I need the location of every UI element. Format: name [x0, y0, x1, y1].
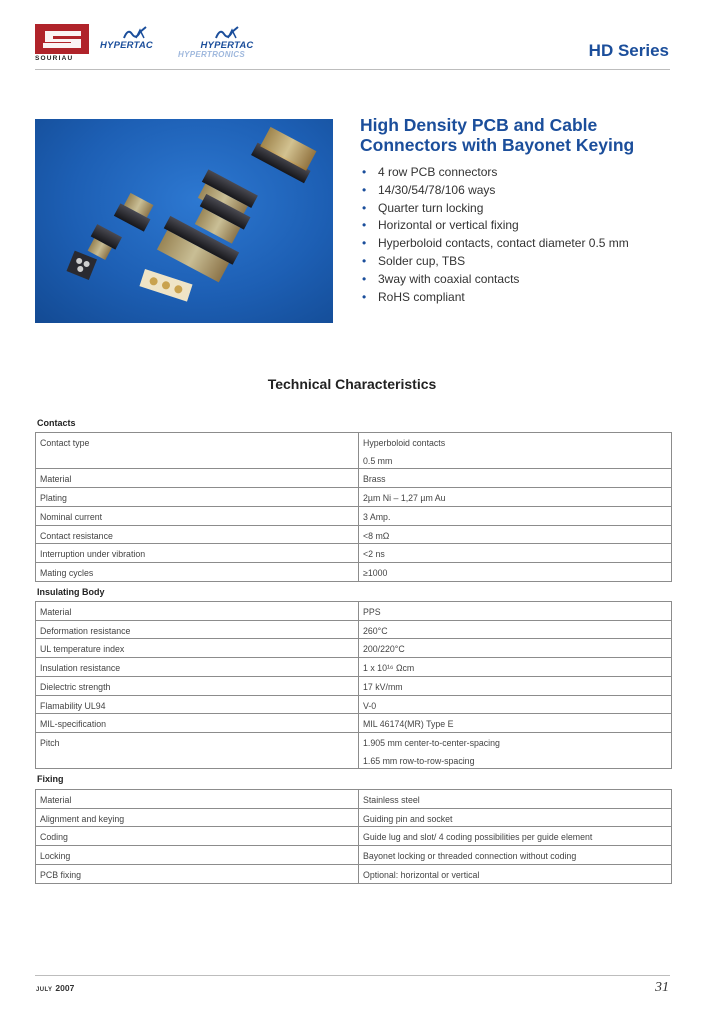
spec-value: ≥1000 [359, 562, 672, 581]
spec-value: <8 mΩ [359, 525, 672, 544]
insulating-body-section-label: Insulating Body [37, 587, 105, 597]
table-row [36, 525, 672, 544]
spec-key: Material [36, 602, 359, 621]
spec-key: Mating cycles [36, 562, 359, 581]
spec-key: Coding [36, 827, 359, 846]
series-title: HD Series [588, 41, 669, 60]
page-number: 31 [655, 980, 669, 995]
table-row [36, 790, 672, 809]
spec-key: Contact resistance [36, 525, 359, 544]
feature-item: • 3way with coaxial contacts [360, 271, 629, 289]
souriau-logo-text: SOURIAU [35, 55, 74, 62]
spec-key: Flamability UL94 [36, 695, 359, 714]
spec-value: <2 ns [359, 544, 672, 563]
feature-item: • Solder cup, TBS [360, 253, 629, 271]
contacts-section-label: Contacts [37, 418, 76, 428]
footer-year: 2007 [55, 983, 75, 993]
spec-value: 3 Amp. [359, 506, 672, 525]
hypertronics-logo [178, 26, 276, 62]
spec-key: Pitch [36, 732, 359, 768]
spec-key: Material [36, 469, 359, 488]
souriau-logo-mark [35, 24, 89, 54]
table-row [36, 620, 672, 639]
table-row [36, 562, 672, 581]
spec-key: Alignment and keying [36, 808, 359, 827]
spec-value-line: 0.5 mm [363, 455, 393, 466]
spec-key: MIL-specification [36, 714, 359, 733]
spec-key: Contact type [36, 433, 359, 469]
contacts-table [35, 432, 672, 582]
product-title-line2: Connectors with Bayonet Keying [360, 135, 635, 155]
spec-value: V-0 [359, 695, 672, 714]
spec-value: Guiding pin and socket [359, 808, 672, 827]
table-row [36, 658, 672, 677]
connectors-illustration [35, 119, 333, 323]
spec-value [359, 433, 672, 469]
footer-month: JULY [36, 987, 53, 993]
footer-divider [35, 975, 670, 976]
table-row [36, 676, 672, 695]
spec-value: 2µm Ni – 1,27 µm Au [359, 488, 672, 507]
spec-key: Locking [36, 846, 359, 865]
spec-key: Dielectric strength [36, 676, 359, 695]
spec-value: Optional: horizontal or vertical [359, 864, 672, 883]
table-row [36, 639, 672, 658]
spec-key: Insulation resistance [36, 658, 359, 677]
table-row [36, 808, 672, 827]
table-row [36, 714, 672, 733]
table-row [36, 602, 672, 621]
spec-value: 200/220°C [359, 639, 672, 658]
spec-value: Brass [359, 469, 672, 488]
spec-value-line: Hyperboloid contacts [363, 438, 446, 448]
spec-value: Stainless steel [359, 790, 672, 809]
spec-value: 1 x 10¹⁶ Ωcm [359, 658, 672, 677]
spec-value: PPS [359, 602, 672, 621]
footer-date [36, 983, 74, 993]
feature-list [360, 164, 629, 306]
spec-key: Plating [36, 488, 359, 507]
feature-item: • Horizontal or vertical fixing [360, 217, 629, 235]
hypertronics-logo-sub: HYPERTRONICS [178, 50, 246, 59]
product-title [360, 115, 680, 155]
spec-value: 17 kV/mm [359, 676, 672, 695]
hypertac-logo [100, 26, 170, 62]
table-row [36, 544, 672, 563]
hypertronics-wave-icon [214, 26, 240, 40]
table-row [36, 846, 672, 865]
spec-value-line: 1.65 mm row-to-row-spacing [363, 755, 475, 766]
spec-value: Bayonet locking or threaded connection without coding [359, 846, 672, 865]
hypertronics-logo-name: HYPERTAC [200, 40, 254, 51]
spec-value [359, 732, 672, 768]
spec-value: Guide lug and slot/ 4 coding possibilities per guide element [359, 827, 672, 846]
spec-value: 260°C [359, 620, 672, 639]
product-photo [35, 119, 333, 323]
spec-key: Interruption under vibration [36, 544, 359, 563]
fixing-table [35, 789, 672, 884]
table-row [36, 433, 672, 469]
spec-key: Nominal current [36, 506, 359, 525]
feature-item: • 14/30/54/78/106 ways [360, 182, 629, 200]
table-row [36, 732, 672, 768]
feature-item: • RoHS compliant [360, 289, 629, 307]
table-row [36, 469, 672, 488]
insulating-body-table [35, 601, 672, 769]
spec-key: PCB fixing [36, 864, 359, 883]
table-row [36, 864, 672, 883]
spec-value-line: 1.905 mm center-to-center-spacing [363, 737, 500, 748]
spec-value: MIL 46174(MR) Type E [359, 714, 672, 733]
hypertac-logo-name: HYPERTAC [100, 40, 153, 51]
table-row [36, 488, 672, 507]
feature-item: • 4 row PCB connectors [360, 164, 629, 182]
spec-key: Deformation resistance [36, 620, 359, 639]
feature-item: • Hyperboloid contacts, contact diameter 0.5 mm [360, 235, 629, 253]
table-row [36, 827, 672, 846]
souriau-logo [35, 24, 89, 64]
table-row [36, 506, 672, 525]
feature-item: • Quarter turn locking [360, 200, 629, 218]
fixing-section-label: Fixing [37, 774, 64, 784]
spec-key: Material [36, 790, 359, 809]
spec-key: UL temperature index [36, 639, 359, 658]
table-row [36, 695, 672, 714]
header-divider [35, 69, 670, 70]
hypertac-wave-icon [122, 26, 148, 40]
product-title-line1: High Density PCB and Cable [360, 115, 598, 135]
technical-characteristics-title: Technical Characteristics [267, 376, 437, 392]
